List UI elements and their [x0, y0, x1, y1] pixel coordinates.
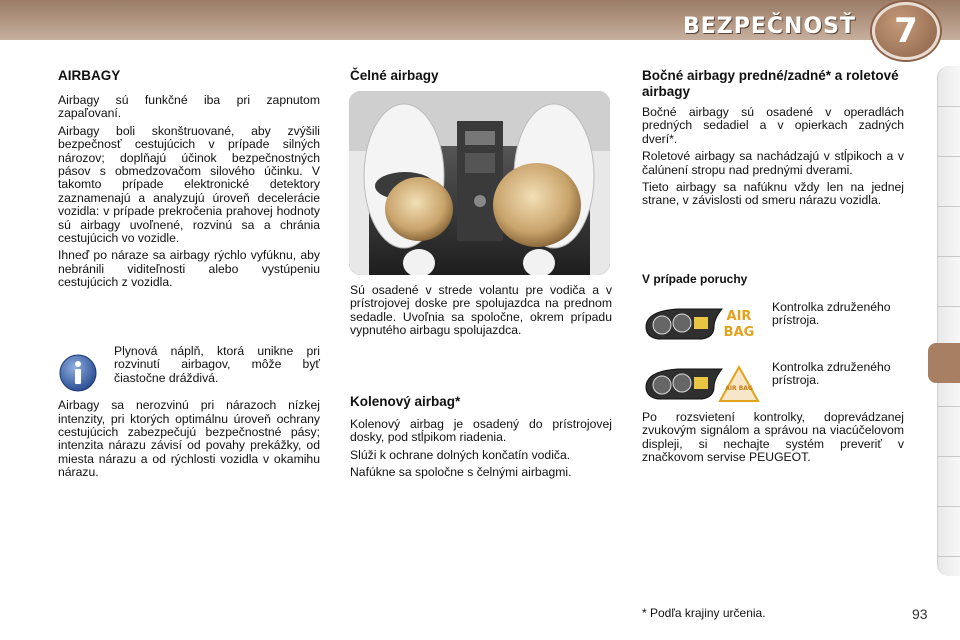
front-airbags-photo: [349, 91, 610, 275]
airbag-lamp-text-bottom: BAG: [723, 325, 755, 340]
paragraph: Sú osadené v strede volantu pre vodiča a v prístrojovej doske pre spolujazdca na prednom sedadle. Uvoľnia sa spoločne, okrem prípadu vypnutého airbagu spolujazdca.: [350, 283, 612, 338]
lamp-description: Kontrolka združeného prístroja.: [772, 360, 891, 388]
paragraph: Po rozsvietení kontrolky, doprevádzanej zvukovým signálom a správou na viacúčelovom displeji, si nechajte systém preveriť v značkovom servise PEUGEOT.: [642, 410, 904, 465]
tab-divider: [938, 106, 960, 107]
tab-divider: [938, 206, 960, 207]
knee-airbag-section: [350, 394, 612, 484]
section-heading-fault: V prípade poruchy: [642, 272, 748, 286]
chapter-number: 7: [894, 11, 918, 51]
page-number: 93: [912, 606, 928, 622]
paragraph: Ihneď po náraze sa airbagy rýchlo vyfúknu, aby nebránili viditeľnosti alebo vystúpeniu cestujúcich z vozidla.: [58, 248, 320, 290]
side-airbags-column: [642, 68, 904, 212]
front-airbags-column: [350, 68, 612, 84]
paragraph: Airbagy boli skonštruované, aby zvýšili bezpečnosť cestujúcich v prípade silných nározov; doplňajú účinok bezpečnostných pásov s obmedzovačom silového účinku. V takomto prípade elektronické detektory zaznamenajú a analyzujú úroveň decelerácie vozidla: v prípade prekročenia prahovej hodnoty sú airbagy uvoľnené, rozvinú sa a chránia cestujúcich vo vozidle.: [58, 123, 320, 246]
instrument-cluster-airbag-off-icon: [642, 361, 760, 405]
active-chapter-tab: [928, 343, 960, 383]
warning-lamp-row-1: [642, 301, 904, 349]
tab-divider: [938, 156, 960, 157]
paragraph: Slúži k ochrane dolných končatín vodiča.: [350, 447, 571, 462]
paragraph: Tieto airbagy sa nafúknu vždy len na jednej strane, v závislosti od smeru nárazu vozidla.: [642, 180, 904, 208]
cabin-illustration: [349, 91, 610, 275]
tab-divider: [938, 256, 960, 257]
fault-section: [642, 271, 904, 287]
paragraph: Bočné airbagy sú osadené v operadlách predných sedadiel a v opierkach zadných dverí*.: [642, 105, 904, 146]
note-text: Plynová náplň, ktorá unikne pri rozvinutí airbagov, môže byť čiastočne dráždivá.: [114, 344, 320, 385]
section-heading-front-airbags: Čelné airbagy: [350, 68, 439, 83]
airbag-lamp-text-top: AIR: [726, 309, 752, 324]
paragraph: Kolenový airbag je osadený do prístrojovej dosky, pod stĺpikom riadenia.: [350, 417, 612, 445]
chapter-title: BEZPEČNOSŤ: [682, 14, 856, 39]
tab-divider: [938, 406, 960, 407]
paragraph: Airbagy sa nerozvinú pri nárazoch nízkej intenzity, pri ktorých optimálnu úroveň ochrany cestujúcich zabezpečujú bezpečnostné pásy; intenzita nárazu závisí od povahy prekážky, od miesta nárazu a od rýchlosti vozidla v okamihu nárazu.: [58, 398, 320, 480]
footnote: * Podľa krajiny určenia.: [642, 606, 766, 620]
paragraph: Nafúkne sa spoločne s čelnými airbagmi.: [350, 465, 572, 480]
tab-divider: [938, 456, 960, 457]
paragraph: Roletové airbagy sa nachádzajú v stĺpikoch a v čalúnení stropu nad prednými dverami.: [642, 149, 904, 177]
paragraph: Airbagy sú funkčné iba pri zapnutom zapaľovaní.: [58, 93, 320, 121]
chapter-tabs: [937, 66, 960, 576]
tab-divider: [938, 306, 960, 307]
airbags-intro-column: [58, 68, 320, 294]
page-header: [0, 0, 960, 51]
info-icon: [58, 353, 98, 393]
info-note: [58, 345, 320, 484]
section-heading-airbags: AIRBAGY: [58, 68, 121, 83]
section-heading-side-airbags: Bočné airbagy predné/zadné* a roletové airbagy: [642, 68, 899, 99]
front-airbags-text: [350, 284, 612, 342]
fault-advice: [642, 411, 904, 469]
tab-divider: [938, 506, 960, 507]
chapter-number-badge: [872, 2, 940, 60]
airbag-off-lamp-text: AIR BAG: [725, 385, 753, 392]
section-heading-knee-airbag: Kolenový airbag*: [350, 394, 461, 409]
lamp-description: Kontrolka združeného prístroja.: [772, 300, 891, 328]
warning-lamp-row-2: [642, 361, 904, 409]
tab-divider: [938, 556, 960, 557]
instrument-cluster-airbag-icon: [642, 301, 760, 345]
